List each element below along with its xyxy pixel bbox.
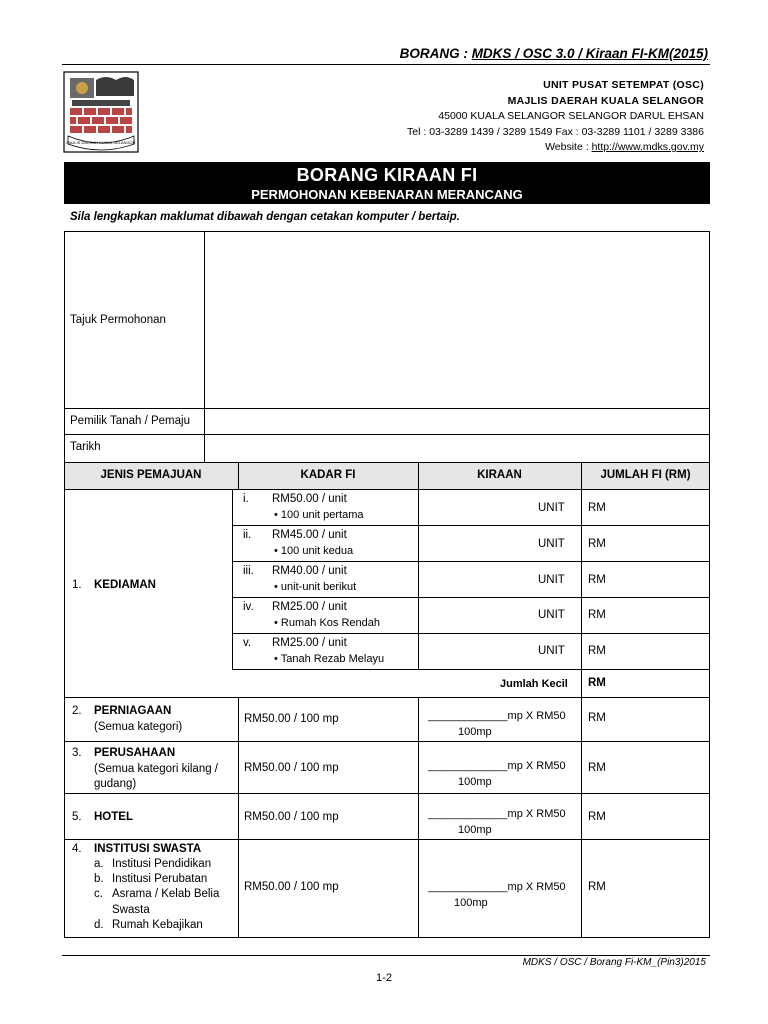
org-address: 45000 KUALA SELANGOR SELANGOR DARUL EHSAN [438,110,704,122]
row-title: PERNIAGAAN [94,705,172,717]
row-jumlah[interactable]: RM [588,762,606,774]
form-code [400,46,708,61]
header-rule [62,64,710,65]
rate-value: RM45.00 / unit [272,529,347,541]
info-rule-2 [64,434,710,435]
row-rate: RM50.00 / 100 mp [244,713,339,725]
jumlah-rm[interactable]: RM [588,502,606,514]
row-title: INSTITUSI SWASTA [94,843,202,855]
list-item: Institusi Perubatan [112,873,208,885]
rate-note: • 100 unit pertama [274,509,364,521]
row-jumlah[interactable]: RM [588,712,606,724]
rate-roman: v. [243,637,252,649]
council-logo [60,70,142,154]
list-item: Asrama / Kelab Belia [112,888,220,900]
form-title-banner [64,162,710,204]
subtotal-label: Jumlah Kecil [500,678,568,690]
row-title: HOTEL [94,811,133,823]
info-rule-1 [64,408,710,409]
rate-note: • Tanah Rezab Melayu [274,653,385,665]
subtotal-value[interactable]: RM [588,677,606,689]
kediaman-rule-2 [232,561,710,562]
row-kiraan-formula[interactable]: _____________mp X RM50 [428,760,566,772]
list-letter: a. [94,858,104,870]
kediaman-kiraan-left [418,489,419,669]
form-subtitle: PERMOHONAN KEBENARAN MERANCANG [251,187,523,202]
rate-note-text: Rumah Kos Rendah [280,617,380,629]
row-jumlah[interactable]: RM [588,811,606,823]
rate-note-text: Tanah Rezab Melayu [280,653,385,665]
list-letter: d. [94,919,104,931]
rate-note: • Rumah Kos Rendah [274,617,380,629]
rate-note: • unit-unit berikut [274,581,357,593]
row-number: 5. [72,811,82,823]
rate-roman: iii. [243,565,254,577]
org-website-line [407,140,704,156]
list-item: Institusi Pendidikan [112,858,212,870]
kiraan-unit[interactable]: UNIT [538,538,565,550]
footer-rule [62,955,710,956]
row-desc: (Semua kategori) [94,721,183,733]
rate-roman: ii. [243,529,252,541]
tajuk-field[interactable] [208,236,704,404]
kediaman-rule-3 [232,597,710,598]
row-kiraan-divisor: 100mp [458,776,492,788]
other-jumlah-left [581,697,582,938]
list-item: Rumah Kebajikan [112,919,203,931]
row-title: PERUSAHAAN [94,747,176,759]
pemilik-label: Pemilik Tanah / Pemaju [70,415,190,427]
kediaman-title: KEDIAMAN [94,579,156,591]
header-kadar: KADAR FI [300,469,356,481]
row-kiraan-formula[interactable]: _____________mp X RM50 [428,881,566,893]
jumlah-rm[interactable]: RM [588,574,606,586]
page-number: 1-2 [376,972,392,984]
header-jumlah: JUMLAH FI (RM) [600,469,691,481]
rate-note: • 100 unit kedua [274,545,354,557]
jumlah-rm[interactable]: RM [588,645,606,657]
org-address-block [407,78,704,156]
section-rule-4 [64,839,710,840]
row-kiraan-formula[interactable]: _____________mp X RM50 [428,808,566,820]
other-kiraan-left [418,697,419,938]
row-rate: RM50.00 / 100 mp [244,811,339,823]
row-desc: gudang) [94,778,137,790]
header-kiraan: KIRAAN [477,469,522,481]
list-item: Swasta [112,904,150,916]
other-rate-left [238,697,239,938]
row-kiraan-divisor: 100mp [458,824,492,836]
rate-value: RM25.00 / unit [272,637,347,649]
row-rate: RM50.00 / 100 mp [244,881,339,893]
row-desc: (Semua kategori kilang / [94,763,219,775]
row-kiraan-formula[interactable]: _____________mp X RM50 [428,710,566,722]
rate-note-text: unit-unit berikut [280,581,357,593]
rate-value: RM25.00 / unit [272,601,347,613]
row-rate: RM50.00 / 100 mp [244,762,339,774]
tarikh-field[interactable] [208,438,704,458]
row-number: 3. [72,747,82,759]
footer-form-code: MDKS / OSC / Borang Fi-KM_(Pin3)2015 [522,957,706,968]
org-name: MAJLIS DAERAH KUALA SELANGOR [507,94,704,107]
kiraan-unit[interactable]: UNIT [538,645,565,657]
website-label: Website : [545,141,589,153]
kiraan-unit[interactable]: UNIT [538,502,565,514]
kiraan-unit[interactable]: UNIT [538,574,565,586]
rate-value: RM50.00 / unit [272,493,347,505]
row-number: 4. [72,843,82,855]
form-title: BORANG KIRAAN FI [296,165,478,185]
list-letter: b. [94,873,104,885]
kediaman-rule-4 [232,633,710,634]
logo-ribbon-text: MAJLIS DAERAH KUALA SELANGOR [66,140,136,145]
org-unit: UNIT PUSAT SETEMPAT (OSC) [543,79,704,91]
section-rule-1 [64,697,710,698]
list-letter: c. [94,888,103,900]
website-link[interactable]: http://www.mdks.gov.my [591,141,704,153]
info-divider [204,231,205,463]
jumlah-rm[interactable]: RM [588,538,606,550]
row-number: 2. [72,705,82,717]
rate-note-text: 100 unit pertama [280,509,364,521]
rate-roman: iv. [243,601,254,613]
rate-value: RM40.00 / unit [272,565,347,577]
kediaman-number: 1. [72,579,82,591]
instruction-text: Sila lengkapkan maklumat dibawah dengan cetakan komputer / bertaip. [70,211,460,223]
row-kiraan-divisor: 100mp [458,726,492,738]
section-rule-2 [64,741,710,742]
tarikh-label: Tarikh [70,441,101,453]
kiraan-unit[interactable]: UNIT [538,609,565,621]
kediaman-rate-left [232,489,233,669]
header-jenis: JENIS PEMAJUAN [100,469,202,481]
tajuk-label: Tajuk Permohonan [70,314,166,326]
row-kiraan-divisor: 100mp [454,897,488,909]
kediaman-jumlah-left [581,489,582,697]
jumlah-rm[interactable]: RM [588,609,606,621]
row-jumlah[interactable]: RM [588,881,606,893]
org-contact: Tel : 03-3289 1439 / 3289 1549 Fax : 03-3289 1101 / 3289 3386 [407,125,704,138]
pemilik-field[interactable] [208,412,704,432]
rate-note-text: 100 unit kedua [280,545,354,557]
form-code-prefix: BORANG : [399,46,468,61]
form-code-value: MDKS / OSC 3.0 / Kiraan FI-KM(2015) [471,46,708,61]
kediaman-rule-5 [232,669,710,670]
section-rule-3 [64,793,710,794]
rate-roman: i. [243,493,249,505]
kediaman-rule-1 [232,525,710,526]
